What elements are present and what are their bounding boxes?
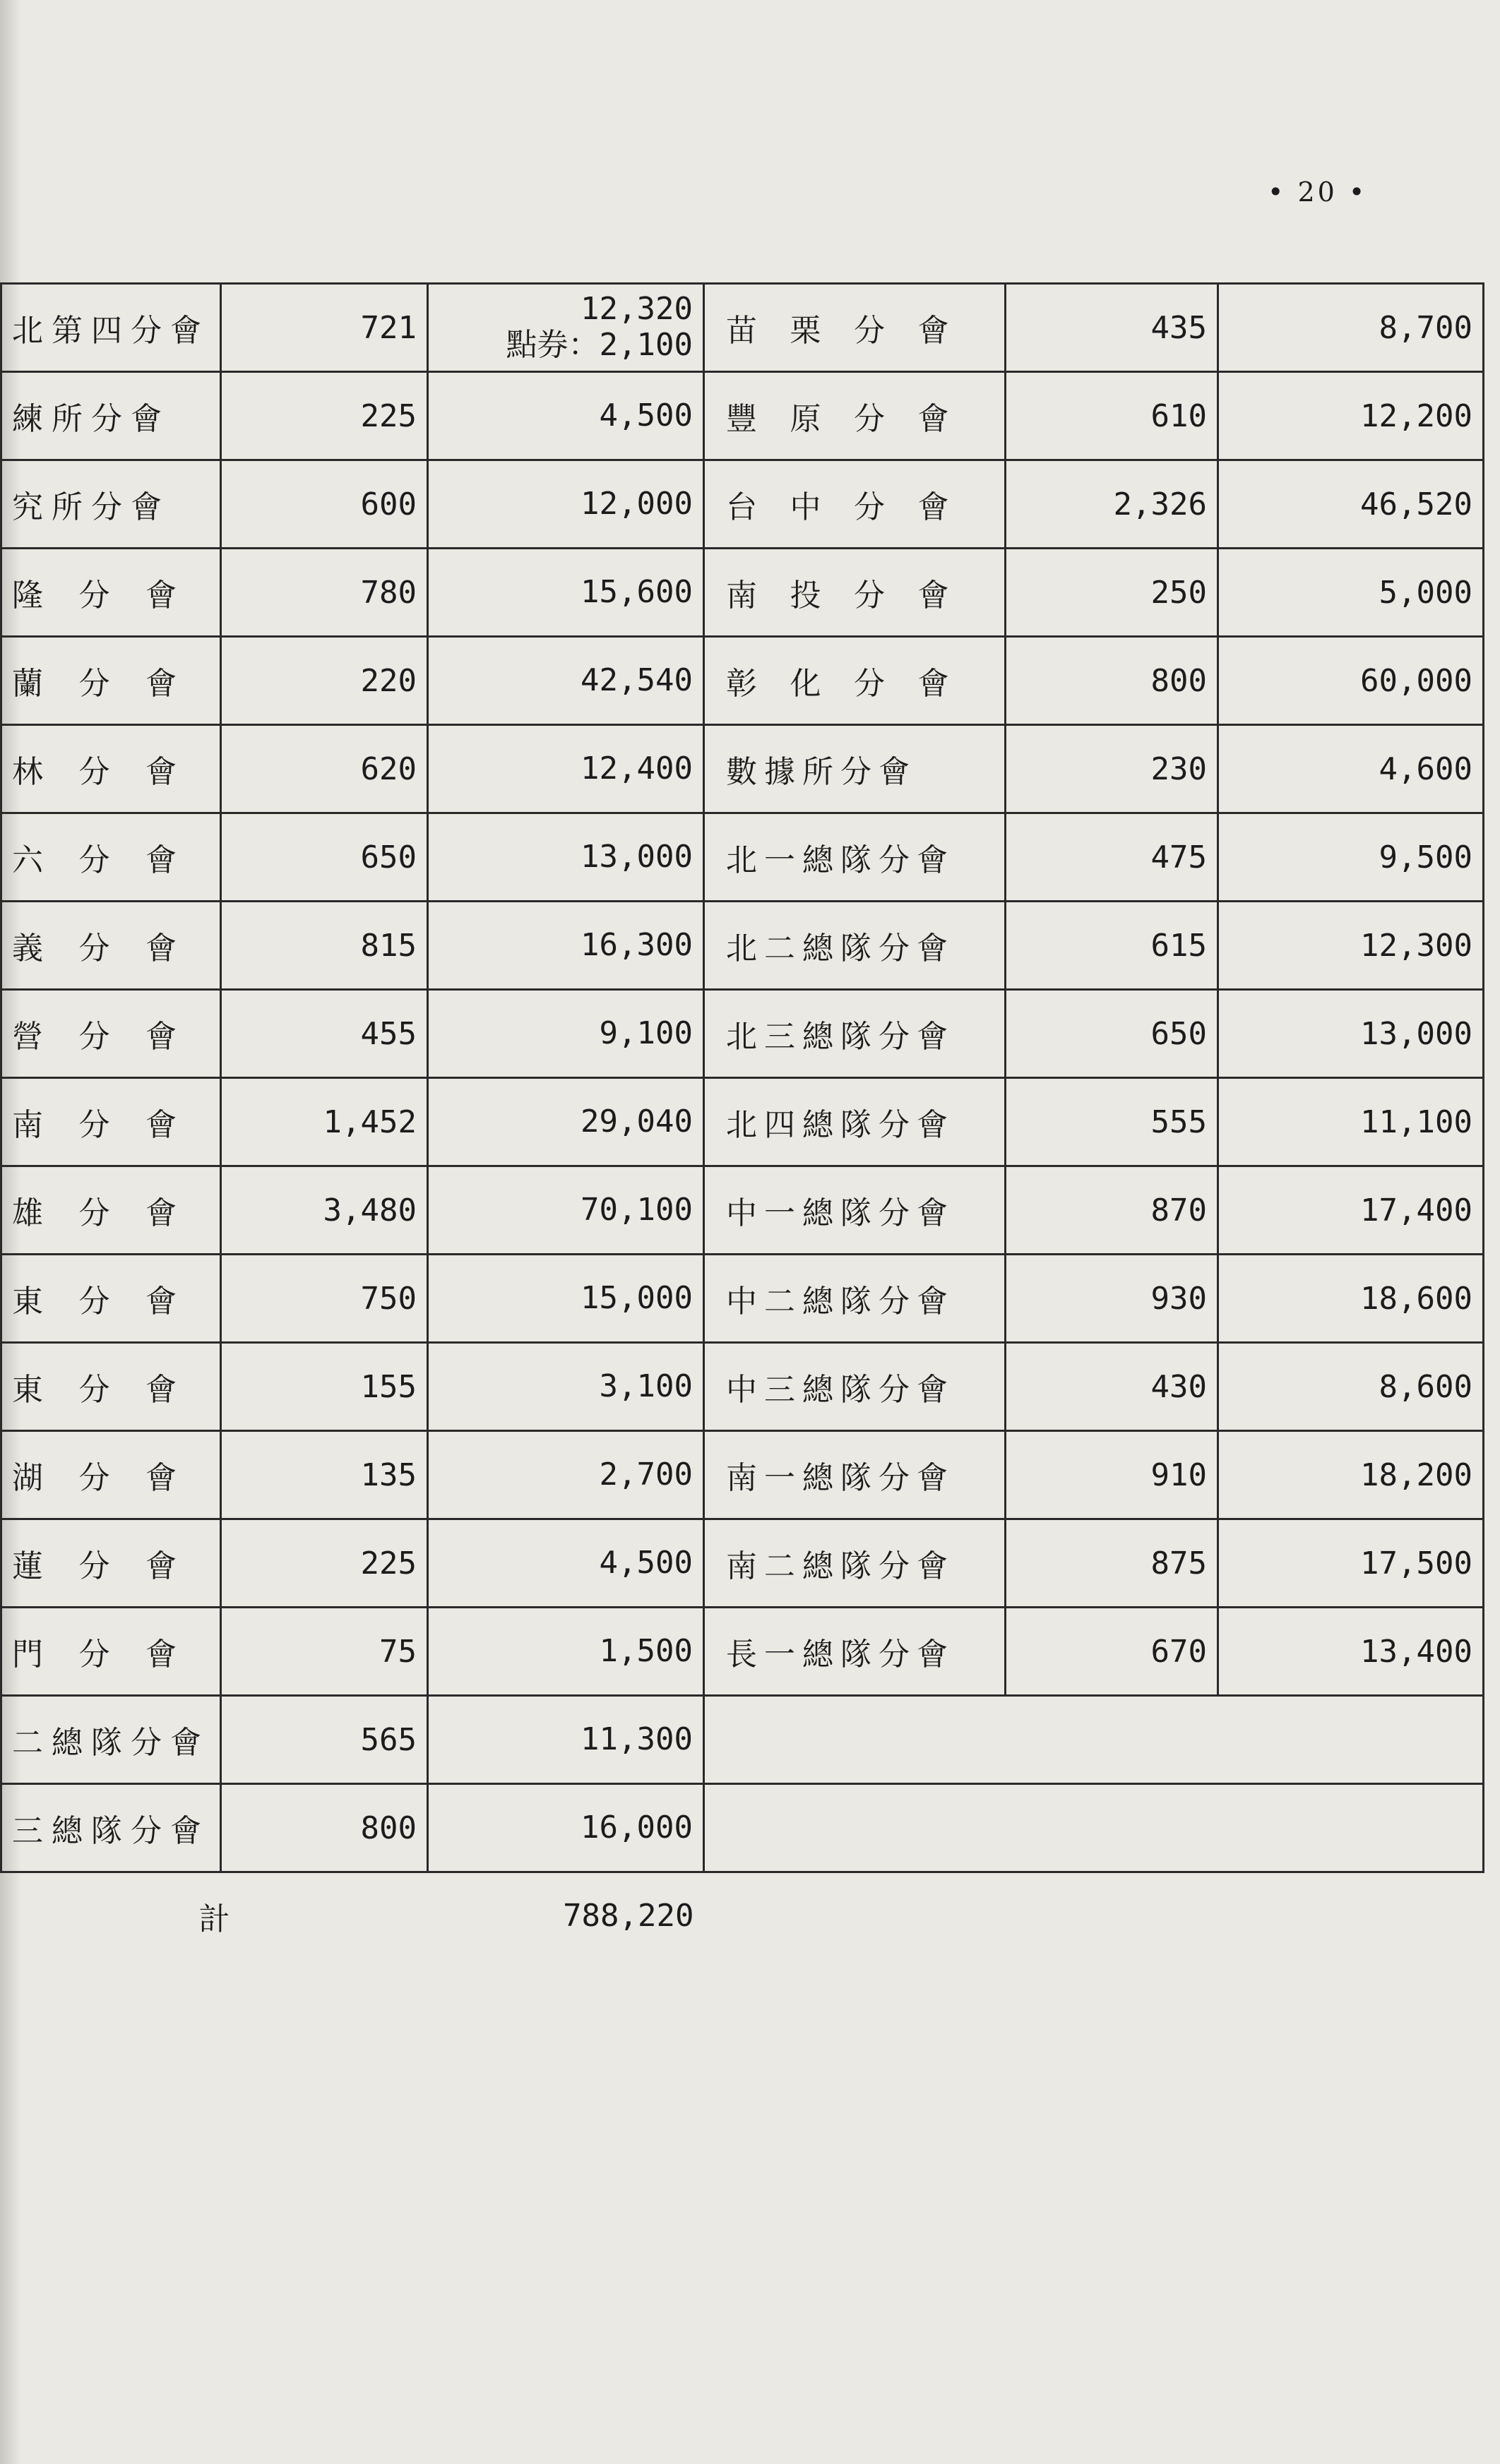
empty-cell bbox=[704, 1784, 1484, 1872]
left-branch-name: 蘭 分 會 bbox=[1, 637, 221, 725]
left-amount-line: 16,000 bbox=[581, 1809, 693, 1846]
left-member-count: 565 bbox=[221, 1696, 428, 1784]
left-member-count: 455 bbox=[221, 990, 428, 1078]
left-branch-name: 南 分 會 bbox=[1, 1078, 221, 1166]
left-branch-name: 練所分會 bbox=[1, 372, 221, 460]
table-row bbox=[1, 725, 1484, 813]
right-amount: 17,400 bbox=[1218, 1166, 1484, 1255]
right-member-count: 610 bbox=[1006, 372, 1218, 460]
table-row bbox=[1, 637, 1484, 725]
table-body bbox=[1, 284, 1484, 1960]
right-amount: 13,400 bbox=[1218, 1608, 1484, 1696]
left-branch-name: 湖 分 會 bbox=[1, 1431, 221, 1519]
left-amount-line: 4,500 bbox=[599, 1544, 693, 1581]
right-member-count: 430 bbox=[1006, 1343, 1218, 1431]
right-member-count: 930 bbox=[1006, 1255, 1218, 1343]
right-member-count: 555 bbox=[1006, 1078, 1218, 1166]
left-branch-name: 林 分 會 bbox=[1, 725, 221, 813]
left-member-count: 650 bbox=[221, 813, 428, 902]
right-branch-name: 北二總隊分會 bbox=[704, 902, 1006, 990]
left-amount-line: 15,600 bbox=[581, 573, 693, 610]
right-amount: 18,600 bbox=[1218, 1255, 1484, 1343]
table-row bbox=[1, 990, 1484, 1078]
left-amount bbox=[428, 1608, 704, 1696]
left-branch-name: 六 分 會 bbox=[1, 813, 221, 902]
right-branch-name: 北四總隊分會 bbox=[704, 1078, 1006, 1166]
right-member-count: 250 bbox=[1006, 549, 1218, 637]
left-amount-line: 15,000 bbox=[581, 1279, 693, 1316]
left-amount bbox=[428, 1255, 704, 1343]
left-amount bbox=[428, 1784, 704, 1872]
left-member-count: 225 bbox=[221, 1519, 428, 1608]
table-row bbox=[1, 1431, 1484, 1519]
left-branch-name: 隆 分 會 bbox=[1, 549, 221, 637]
right-member-count: 670 bbox=[1006, 1608, 1218, 1696]
left-branch-name: 三總隊分會 bbox=[1, 1784, 221, 1872]
left-member-count: 620 bbox=[221, 725, 428, 813]
left-member-count: 721 bbox=[221, 284, 428, 372]
right-member-count: 910 bbox=[1006, 1431, 1218, 1519]
left-branch-name: 二總隊分會 bbox=[1, 1696, 221, 1784]
right-amount: 11,100 bbox=[1218, 1078, 1484, 1166]
left-amount bbox=[428, 637, 704, 725]
right-amount: 4,600 bbox=[1218, 725, 1484, 813]
table-row bbox=[1, 460, 1484, 549]
right-amount: 12,200 bbox=[1218, 372, 1484, 460]
right-amount: 17,500 bbox=[1218, 1519, 1484, 1608]
left-member-count: 135 bbox=[221, 1431, 428, 1519]
right-branch-name: 中二總隊分會 bbox=[704, 1255, 1006, 1343]
left-member-count: 220 bbox=[221, 637, 428, 725]
donation-table bbox=[0, 282, 1484, 1959]
total-label: 計 bbox=[198, 1901, 230, 1937]
left-amount bbox=[428, 1431, 704, 1519]
left-branch-name: 北第四分會 bbox=[1, 284, 221, 372]
left-amount bbox=[428, 990, 704, 1078]
left-branch-name: 東 分 會 bbox=[1, 1255, 221, 1343]
left-member-count: 1,452 bbox=[221, 1078, 428, 1166]
left-amount bbox=[428, 460, 704, 549]
total-row-padding bbox=[704, 1872, 1484, 1960]
left-amount-line: 2,700 bbox=[599, 1456, 693, 1493]
left-branch-name: 雄 分 會 bbox=[1, 1166, 221, 1255]
empty-cell bbox=[704, 1696, 1484, 1784]
page-number: • 20 • bbox=[1268, 177, 1368, 208]
total-amount: 788,220 bbox=[563, 1897, 694, 1934]
right-amount: 60,000 bbox=[1218, 637, 1484, 725]
left-amount-line: 13,000 bbox=[581, 838, 693, 875]
table-row bbox=[1, 1784, 1484, 1872]
right-branch-name: 彰 化 分 會 bbox=[704, 637, 1006, 725]
left-branch-name: 蓮 分 會 bbox=[1, 1519, 221, 1608]
left-amount bbox=[428, 813, 704, 902]
left-amount bbox=[428, 1343, 704, 1431]
left-amount-line: 點券：2,100 bbox=[506, 327, 693, 363]
right-branch-name: 北一總隊分會 bbox=[704, 813, 1006, 902]
total-row bbox=[1, 1872, 1484, 1960]
table-row bbox=[1, 1519, 1484, 1608]
table-row bbox=[1, 549, 1484, 637]
table-row bbox=[1, 1166, 1484, 1255]
left-amount-line: 42,540 bbox=[581, 662, 693, 698]
right-member-count: 435 bbox=[1006, 284, 1218, 372]
left-amount bbox=[428, 1166, 704, 1255]
left-member-count: 780 bbox=[221, 549, 428, 637]
left-amount bbox=[428, 372, 704, 460]
left-branch-name: 東 分 會 bbox=[1, 1343, 221, 1431]
table-row bbox=[1, 1343, 1484, 1431]
left-member-count: 800 bbox=[221, 1784, 428, 1872]
right-branch-name: 南一總隊分會 bbox=[704, 1431, 1006, 1519]
left-member-count: 225 bbox=[221, 372, 428, 460]
right-branch-name: 豐 原 分 會 bbox=[704, 372, 1006, 460]
table-row bbox=[1, 1608, 1484, 1696]
left-amount-line: 4,500 bbox=[599, 397, 693, 433]
right-member-count: 230 bbox=[1006, 725, 1218, 813]
left-amount-line: 12,400 bbox=[581, 750, 693, 787]
right-branch-name: 苗 栗 分 會 bbox=[704, 284, 1006, 372]
right-amount: 9,500 bbox=[1218, 813, 1484, 902]
left-member-count: 75 bbox=[221, 1608, 428, 1696]
left-amount bbox=[428, 1519, 704, 1608]
right-amount: 18,200 bbox=[1218, 1431, 1484, 1519]
left-branch-name: 營 分 會 bbox=[1, 990, 221, 1078]
left-amount bbox=[428, 549, 704, 637]
left-branch-name: 義 分 會 bbox=[1, 902, 221, 990]
table-row bbox=[1, 813, 1484, 902]
left-amount bbox=[428, 284, 704, 372]
right-branch-name: 南二總隊分會 bbox=[704, 1519, 1006, 1608]
left-member-count: 600 bbox=[221, 460, 428, 549]
table-row bbox=[1, 902, 1484, 990]
table-row bbox=[1, 1696, 1484, 1784]
left-amount-line: 12,320 bbox=[581, 291, 693, 328]
left-amount bbox=[428, 902, 704, 990]
left-amount-line: 3,100 bbox=[599, 1368, 693, 1404]
left-member-count: 750 bbox=[221, 1255, 428, 1343]
right-member-count: 650 bbox=[1006, 990, 1218, 1078]
left-amount-line: 16,300 bbox=[581, 926, 693, 963]
right-member-count: 615 bbox=[1006, 902, 1218, 990]
right-branch-name: 南 投 分 會 bbox=[704, 549, 1006, 637]
left-branch-name: 究所分會 bbox=[1, 460, 221, 549]
right-amount: 46,520 bbox=[1218, 460, 1484, 549]
left-amount-line: 11,300 bbox=[581, 1721, 693, 1757]
left-amount-line: 70,100 bbox=[581, 1191, 693, 1228]
right-amount: 8,600 bbox=[1218, 1343, 1484, 1431]
right-member-count: 800 bbox=[1006, 637, 1218, 725]
left-member-count: 3,480 bbox=[221, 1166, 428, 1255]
left-amount bbox=[428, 725, 704, 813]
right-branch-name: 中三總隊分會 bbox=[704, 1343, 1006, 1431]
right-amount: 12,300 bbox=[1218, 902, 1484, 990]
left-branch-name: 門 分 會 bbox=[1, 1608, 221, 1696]
left-amount-line: 12,000 bbox=[581, 485, 693, 522]
right-branch-name: 中一總隊分會 bbox=[704, 1166, 1006, 1255]
left-member-count: 155 bbox=[221, 1343, 428, 1431]
table-row bbox=[1, 1078, 1484, 1166]
left-amount bbox=[428, 1696, 704, 1784]
right-branch-name: 長一總隊分會 bbox=[704, 1608, 1006, 1696]
table-row bbox=[1, 372, 1484, 460]
left-amount bbox=[428, 1078, 704, 1166]
right-branch-name: 台 中 分 會 bbox=[704, 460, 1006, 549]
right-amount: 8,700 bbox=[1218, 284, 1484, 372]
right-branch-name: 數據所分會 bbox=[704, 725, 1006, 813]
right-branch-name: 北三總隊分會 bbox=[704, 990, 1006, 1078]
right-member-count: 475 bbox=[1006, 813, 1218, 902]
left-amount-line: 1,500 bbox=[599, 1632, 693, 1669]
right-amount: 13,000 bbox=[1218, 990, 1484, 1078]
left-member-count: 815 bbox=[221, 902, 428, 990]
left-amount-line: 9,100 bbox=[599, 1015, 693, 1051]
right-member-count: 2,326 bbox=[1006, 460, 1218, 549]
right-member-count: 875 bbox=[1006, 1519, 1218, 1608]
right-amount: 5,000 bbox=[1218, 549, 1484, 637]
table-row bbox=[1, 1255, 1484, 1343]
left-amount-line: 29,040 bbox=[581, 1103, 693, 1140]
right-member-count: 870 bbox=[1006, 1166, 1218, 1255]
table-row bbox=[1, 284, 1484, 372]
